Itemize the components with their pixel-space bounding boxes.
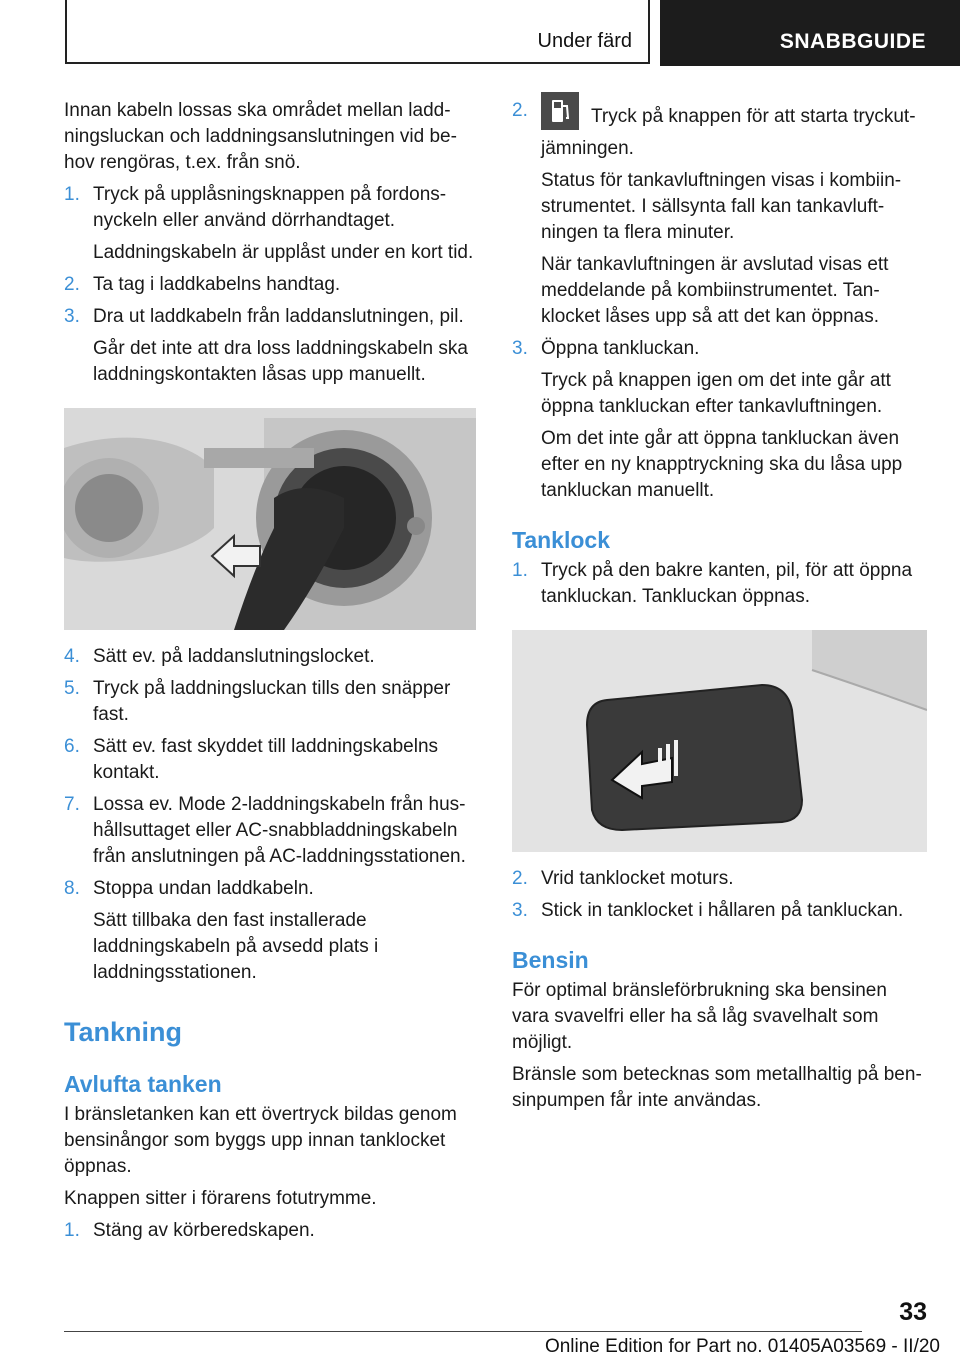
step-number: 3.: [512, 900, 528, 921]
page-number: 33: [899, 1298, 927, 1326]
step-text: Tryck på den bakre kanten, pil, för att öppna tankluckan. Tankluckan öppnas.: [541, 560, 913, 607]
step-number: 1.: [64, 184, 80, 205]
list-item: [64, 734, 476, 786]
step-number: 5.: [64, 678, 80, 699]
step-number: 3.: [512, 338, 528, 359]
charging-cable-illustration: [64, 408, 476, 630]
step-note: Om det inte går att öppna tankluckan även efter en ny knapptryckning ska du låsa upp tankluckan manuellt.: [541, 428, 903, 501]
step-number: 4.: [64, 646, 80, 667]
paragraph: För optimal bränsleförbrukning ska bensinen vara svavelfri eller ha så låg svavelhalt som möjligt.: [512, 980, 887, 1053]
step-text: Ta tag i laddkabelns handtag.: [93, 274, 341, 295]
paragraph: Knappen sitter i förarens fotutrymme.: [64, 1188, 377, 1209]
fuel-pump-icon: [541, 92, 579, 130]
list-item: [64, 1218, 476, 1244]
step-text: Vrid tanklocket moturs.: [541, 868, 734, 889]
step-text: Stäng av körberedskapen.: [93, 1220, 315, 1241]
step-number: 8.: [64, 878, 80, 899]
step-number: 1.: [64, 1220, 80, 1241]
step-number: 2.: [512, 100, 528, 121]
list-item: [64, 304, 476, 330]
step-note: Status för tankavluftningen visas i kombiinstrumentet. I sällsynta fall kan tankavluftningen ta flera minuter.: [541, 170, 902, 243]
step-text: Lossa ev. Mode 2-laddningskabeln från hushållsuttaget eller AC-snabbladdningskabeln från anslutningen på AC-laddningsstationen.: [93, 794, 466, 867]
step-text: Stoppa undan laddkabeln.: [93, 878, 314, 899]
paragraph: Bränsle som betecknas som metallhaltig på bensinpumpen får inte användas.: [512, 1064, 922, 1111]
step-text: Dra ut laddkabeln från laddanslutningen, pil.: [93, 306, 464, 327]
step-text: Tryck på upplåsningsknappen på fordonsnyckeln eller använd dörrhandtaget.: [93, 184, 447, 231]
step-note: Tryck på knappen igen om det inte går att öppna tankluckan efter tankavluftningen.: [541, 370, 891, 417]
step-text: Öppna tankluckan.: [541, 338, 700, 359]
list-item: [512, 336, 927, 362]
step-note: Laddningskabeln är upplåst under en kort tid.: [93, 242, 474, 263]
step-number: 1.: [512, 560, 528, 581]
right-column: [512, 98, 927, 1120]
list-item: [64, 644, 476, 670]
intro-paragraph: Innan kabeln lossas ska området mellan laddningsluckan och laddningsanslutningen vid behov rengöras, t.ex. från snö.: [64, 100, 457, 173]
left-column: [64, 98, 476, 1250]
page-header: [0, 0, 960, 66]
step-text: Sätt ev. på laddanslutningslocket.: [93, 646, 375, 667]
step-text: Sätt ev. fast skyddet till laddningskabelns kontakt.: [93, 736, 439, 783]
list-item: [64, 272, 476, 298]
section-heading-tankning: Tankning: [64, 1017, 182, 1047]
list-item: [512, 558, 927, 610]
edition-text: Online Edition for Part no. 01405A03569 - II/20: [544, 1336, 940, 1357]
list-item: [64, 876, 476, 902]
subheading-bensin: Bensin: [512, 947, 589, 973]
section-title: Under färd: [537, 30, 632, 52]
list-item: [64, 182, 476, 234]
section-header-box: [65, 0, 650, 64]
fuel-flap-photo: [512, 630, 927, 852]
list-item: [512, 98, 927, 162]
list-item: [64, 792, 476, 870]
step-number: 2.: [64, 274, 80, 295]
step-number: 6.: [64, 736, 80, 757]
step-number: 2.: [512, 868, 528, 889]
subheading-tanklock: Tanklock: [512, 527, 610, 553]
guide-tab: [660, 0, 960, 66]
step-text: Tryck på knappen för att starta tryckutjämningen.: [541, 106, 916, 159]
list-item: [64, 676, 476, 728]
step-text: Stick in tanklocket i hållaren på tankluckan.: [541, 900, 904, 921]
step-number: 3.: [64, 306, 80, 327]
step-text: Tryck på laddningsluckan tills den snäpper fast.: [93, 678, 451, 725]
paragraph: I bränsletanken kan ett övertryck bildas genom bensinångor som byggs upp innan tanklocket öppnas.: [64, 1104, 457, 1177]
step-note: När tankavluftningen är avslutad visas ett meddelande på kombiinstrumentet. Tanklocket låses upp så att det kan öppnas.: [541, 254, 889, 327]
footer-divider: [64, 1331, 862, 1332]
fuel-flap-illustration: [512, 630, 927, 852]
charging-cable-photo: [64, 408, 476, 630]
step-note: Går det inte att dra loss laddningskabeln ska laddningskontakten låsas upp manuellt.: [93, 338, 468, 385]
list-item: [512, 898, 927, 924]
step-note: Sätt tillbaka den fast installerade laddningskabeln på avsedd plats i laddningsstationen.: [93, 910, 379, 983]
step-number: 7.: [64, 794, 80, 815]
guide-title: SNABBGUIDE: [779, 30, 926, 53]
subheading-avlufta: Avlufta tanken: [64, 1071, 222, 1097]
list-item: [512, 866, 927, 892]
